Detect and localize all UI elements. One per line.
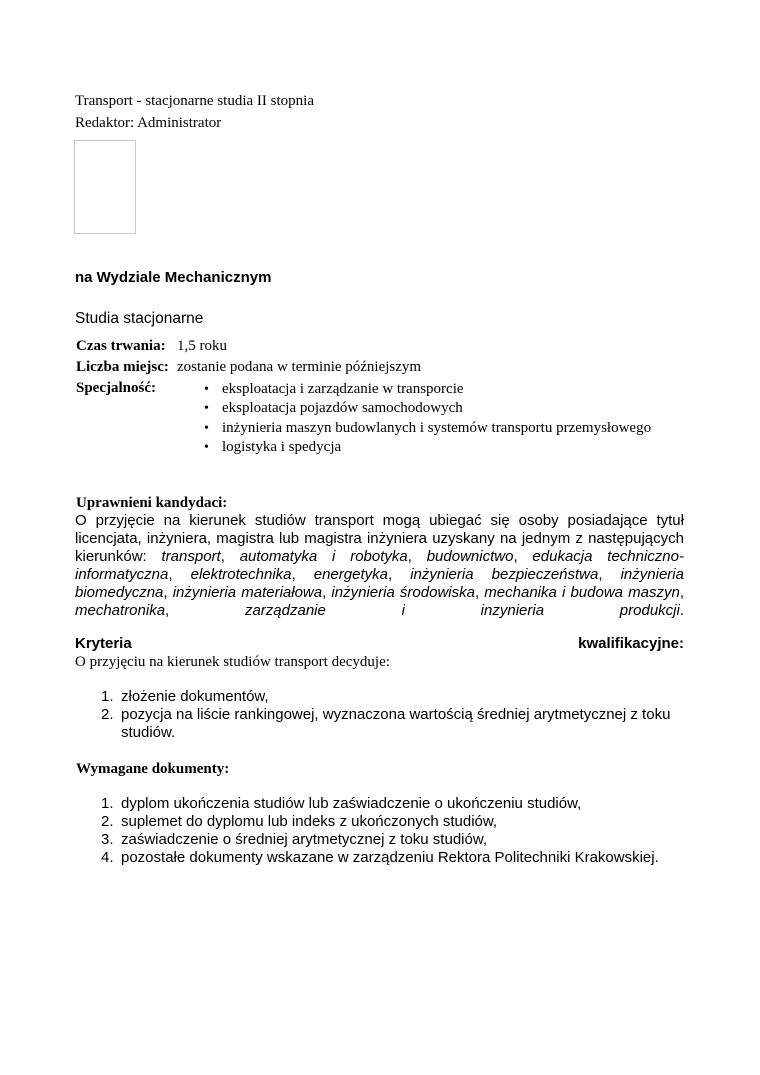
documents-list <box>75 795 687 867</box>
field-item: energetyka <box>313 565 388 583</box>
criteria-subtitle: O przyjęciu na kierunek studiów transport decyduje: <box>75 654 390 670</box>
seats-value: zostanie podana w terminie późniejszym <box>177 359 422 375</box>
specialties-list <box>204 380 651 457</box>
field-item: mechatronika <box>75 601 166 619</box>
field-item: mechanika i budowa maszyn <box>484 583 680 601</box>
list-item: • eksploatacja i zarządzanie w transporcie <box>204 380 651 399</box>
duration-value: 1,5 roku <box>177 338 227 354</box>
specialties-label: Specjalność: <box>76 380 156 396</box>
criteria-heading-right: kwalifikacyjne: <box>578 635 684 652</box>
field-item: budownictwo <box>426 547 514 565</box>
field-item: zarządzanie i inzynieria produkcji <box>244 601 680 619</box>
criteria-list <box>75 688 687 742</box>
candidates-paragraph: O przyjęcie na kierunek studiów transport mogą ubiegać się osoby posiadające tytuł licencjata, inżyniera, magistra lub magistra inżyniera uzyskany na jednym z następujących kierunków: transport, automatyka i robotyka, budownictwo, edukacja techniczno-informatyczna, elektrotechnika, energetyka, inżynieria bezpieczeństwa, inżynieria biomedyczna, inżynieria materiałowa, inżynieria środowiska, mechanika i budowa maszyn, mechatronika, zarządzanie i inzynieria produkcji. <box>75 512 685 619</box>
list-item: • logistyka i spedycja <box>204 438 651 457</box>
field-item: elektrotechnika <box>190 565 292 583</box>
field-item: automatyka i robotyka <box>239 547 408 565</box>
page-title: Transport - stacjonarne studia II stopnia <box>75 93 314 109</box>
candidates-intro: O przyjęcie na kierunek studiów transport mogą ubiegać się osoby posiadające tytuł licencjata, inżyniera, magistra lub magistra inżyniera uzyskany na jednym z następujących kierunków: <box>75 512 684 565</box>
list-item: 1. dyplom ukończenia studiów lub zaświadczenie o ukończeniu studiów, <box>101 795 582 812</box>
list-item: • eksploatacja pojazdów samochodowych <box>204 399 651 418</box>
documents-heading: Wymagane dokumenty: <box>76 761 230 777</box>
faculty-heading: na Wydziale Mechanicznym <box>75 269 272 286</box>
candidates-heading: Uprawnieni kandydaci: <box>76 495 228 511</box>
list-item: 2. pozycja na liście rankingowej, wyznaczona wartością średniej arytmetycznej z toku studiów. <box>101 705 671 741</box>
criteria-heading-left: Kryteria <box>75 635 132 652</box>
list-item: • inżynieria maszyn budowlanych i systemów transportu przemysłowego <box>204 419 651 438</box>
field-item: transport <box>161 547 221 565</box>
field-item: inżynieria bezpieczeństwa <box>410 565 599 583</box>
field-item: edukacja techniczno-informatyczna <box>75 547 684 583</box>
field-item: inżynieria środowiska <box>331 583 475 601</box>
editor-line: Redaktor: Administrator <box>75 115 222 131</box>
duration-label: Czas trwania: <box>76 338 166 354</box>
list-item: 3. zaświadczenie o średniej arytmetycznej z toku studiów, <box>101 830 488 848</box>
list-item: 1. złożenie dokumentów, <box>101 688 269 705</box>
seats-label: Liczba miejsc: <box>76 359 169 375</box>
list-item: 4. pozostałe dokumenty wskazane w zarządzeniu Rektora Politechniki Krakowskiej. <box>101 848 659 866</box>
study-mode-heading: Studia stacjonarne <box>75 310 204 327</box>
field-item: inżynieria biomedyczna <box>75 565 684 601</box>
image-placeholder <box>74 140 136 234</box>
list-item: 2. suplemet do dyplomu lub indeks z ukończonych studiów, <box>101 812 498 830</box>
field-item: inżynieria materiałowa <box>172 583 323 601</box>
